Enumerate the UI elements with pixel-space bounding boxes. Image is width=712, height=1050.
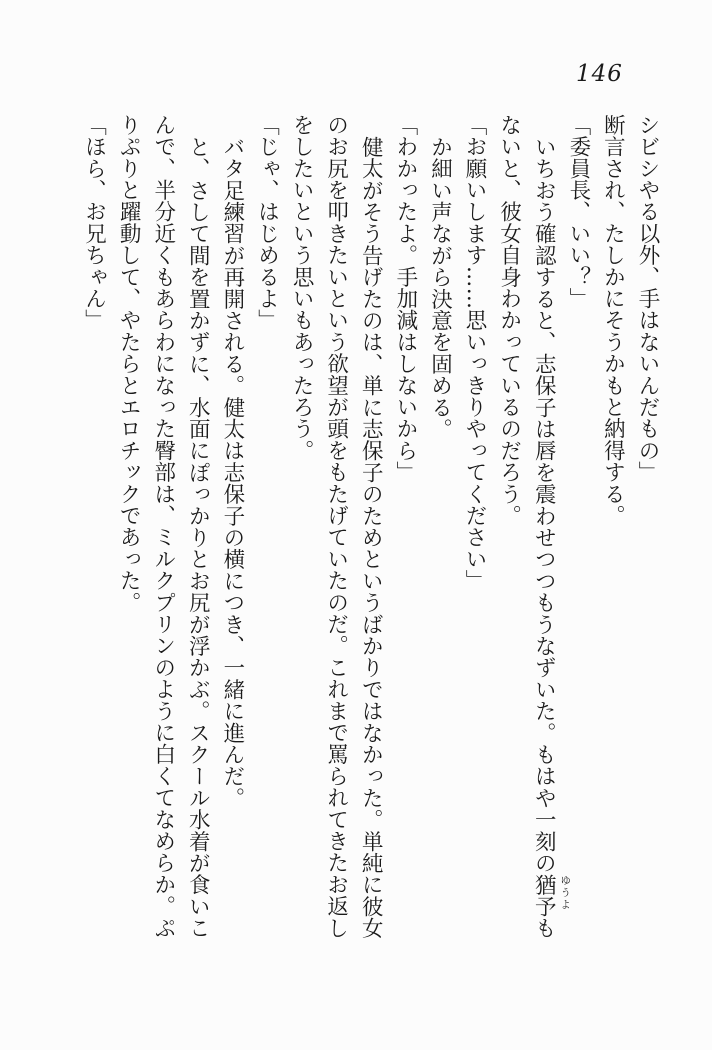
text-line: か細い声ながら決意を固める。 — [427, 135, 453, 440]
text-line: りぷりと躍動して、やたらとエロチックであった。 — [116, 114, 142, 614]
text-line: んで、半分近くもあらわになった臀部は、ミルクプリンのように白くてなめらか。ぷ — [150, 114, 176, 939]
page-number: 146 — [576, 61, 623, 87]
text-line: ないと、彼女自身わかっているのだろう。 — [496, 114, 522, 527]
text-block — [72, 114, 664, 959]
text-line: と、さして間を置かずに、水面にぽっかりとお尻が浮かぶ。スクール水着が食いこ — [185, 135, 211, 939]
text-line: いちおう確認すると、志保子は唇を震わせつつもうなずいた。もはや一刻の猶予 ゆうよ も — [531, 135, 572, 939]
text-line: 「じゃ、はじめるよ」 — [254, 114, 280, 331]
ruby-base: 猶予 ゆうよ — [531, 873, 572, 917]
text-line: のお尻を叩きたいという欲望が頭をもたげていたのだ。これまで罵られてきたお返し — [323, 114, 349, 939]
text-line: シビシやる以外、手はないんだもの」 — [635, 114, 660, 483]
text-line: 健太がそう告げたのは、単に志保子のためというばかりではなかった。単純に彼女 — [358, 135, 384, 939]
text-line: 「ほら、お兄ちゃん」 — [81, 114, 107, 331]
text-line: バタ足練習が再開される。健太は志保子の横につき、一緒に進んだ。 — [219, 135, 245, 809]
text-line: 「わかったよ。手加減はしないから」 — [392, 114, 418, 483]
text-line: 「委員長、いい？」 — [565, 114, 591, 310]
text-line: をしたいという思いもあったろう。 — [289, 114, 315, 462]
text-line: 断言され、たしかにそうかもと納得する。 — [600, 114, 626, 527]
furigana: ゆうよ — [559, 874, 572, 911]
text-line: 「お願いします……思いっきりやってください」 — [462, 114, 488, 592]
